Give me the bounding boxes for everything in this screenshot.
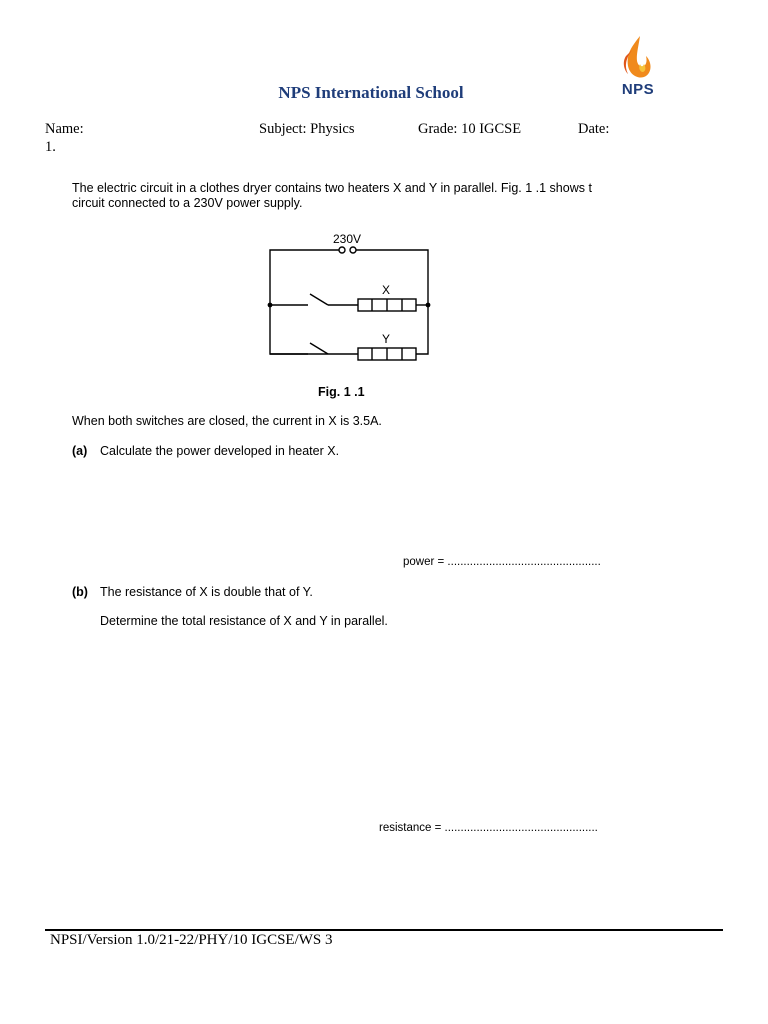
school-logo bbox=[606, 34, 670, 104]
grade-label: Grade: 10 IGCSE bbox=[418, 121, 522, 137]
heater-y-label: Y bbox=[382, 332, 391, 346]
question-number: 1. bbox=[45, 139, 56, 155]
junction-left bbox=[268, 303, 273, 308]
circuit-wire-left bbox=[270, 250, 358, 354]
supply-terminal-right bbox=[350, 247, 356, 253]
supply-terminal-left bbox=[339, 247, 345, 253]
figure-caption: Fig. 1 .1 bbox=[318, 385, 365, 399]
part-a-text: Calculate the power developed in heater X. bbox=[100, 444, 340, 458]
part-b bbox=[72, 585, 313, 599]
footer-doc-code: NPSI/Version 1.0/21-22/PHY/10 IGCSE/WS 3 bbox=[50, 932, 333, 948]
subject-label: Subject: Physics bbox=[259, 121, 355, 137]
power-answer-line[interactable]: power = ................................................ bbox=[403, 556, 601, 568]
question-intro-line1: The electric circuit in a clothes dryer contains two heaters X and Y in parallel. Fig. 1 .1 shows t bbox=[72, 181, 592, 195]
logo-text: NPS bbox=[621, 81, 655, 98]
part-b-letter: (b) bbox=[72, 585, 88, 599]
question-intro-line2: circuit connected to a 230V power supply. bbox=[72, 196, 303, 210]
given-current-text: When both switches are closed, the current in X is 3.5A. bbox=[72, 414, 382, 428]
part-a bbox=[72, 444, 339, 458]
part-b-text2: Determine the total resistance of X and Y in parallel. bbox=[100, 614, 388, 628]
part-a-letter: (a) bbox=[72, 444, 88, 458]
supply-label: 230V bbox=[333, 232, 362, 246]
resistance-answer-line[interactable]: resistance = ................................................ bbox=[379, 822, 598, 834]
junction-right bbox=[426, 303, 431, 308]
school-title: NPS International School bbox=[278, 83, 464, 102]
name-label: Name: bbox=[45, 121, 84, 137]
switch-y bbox=[310, 343, 328, 354]
flame-icon bbox=[606, 34, 670, 82]
date-label: Date: bbox=[578, 121, 610, 137]
footer-divider bbox=[45, 929, 723, 931]
circuit-diagram bbox=[260, 228, 440, 364]
heater-x-label: X bbox=[382, 283, 391, 297]
switch-x bbox=[310, 294, 328, 305]
part-b-text1: The resistance of X is double that of Y. bbox=[100, 585, 313, 599]
